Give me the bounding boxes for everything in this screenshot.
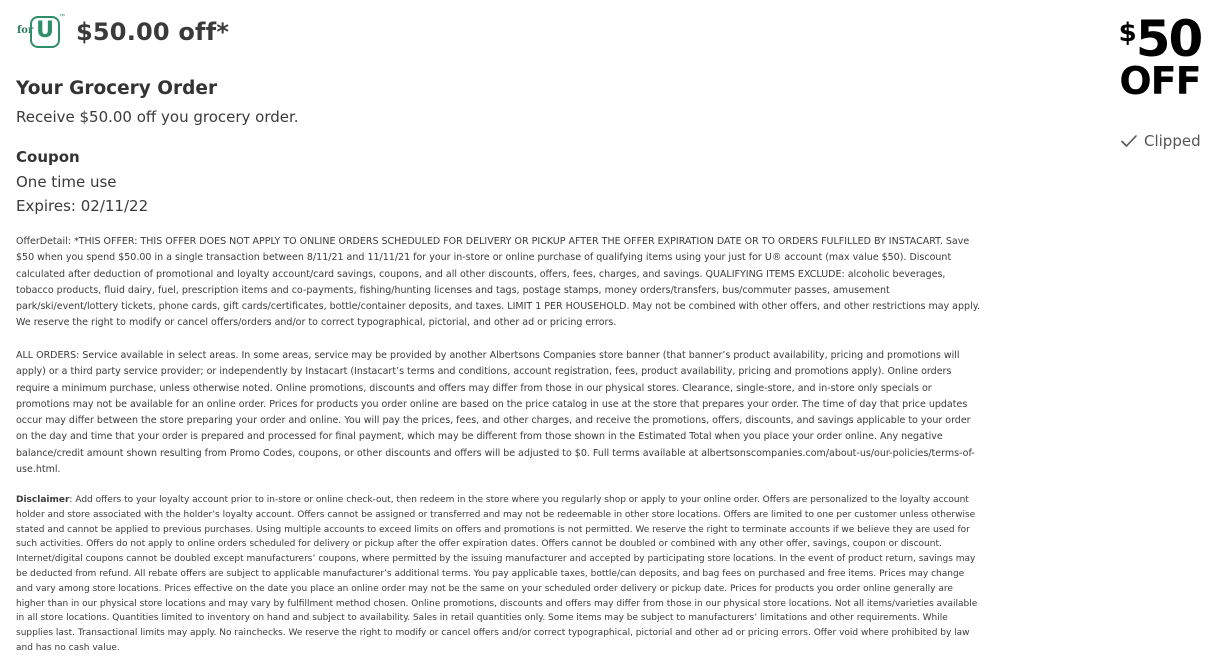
- offer-subtitle: Receive $50.00 off you grocery order.: [16, 108, 299, 126]
- badge-off-text: OFF: [1119, 59, 1201, 103]
- coupon-label: Coupon: [16, 148, 80, 166]
- offer-amount: $50.00 off*: [76, 18, 230, 46]
- logo-trademark: ™: [59, 14, 65, 20]
- for-u-logo: [17, 14, 65, 50]
- badge-dollar-sign: $: [1118, 18, 1135, 48]
- disclaimer-body: : Add offers to your loyalty account prior to in-store or online check-out, then redeem in the store where you regularly shop or apply to your online order. Offers are personalized to the loyalty account holder and store associated with the holder’s loyalty account. Offers cannot be assigned or transferred and may not be redeemable in other store locations. Offers are limited to one per customer unless otherwise stated and cannot be applied to previous purchases. Using multiple accounts to exceed limits on offers and promotions is not permitted. We reserve the right to terminate accounts if we believe they are used for such activities. Offers do not apply to online orders scheduled for delivery or pickup after the offer expiration dates. Offers cannot be doubled or combined with any other offer, savings, coupon or discount. Internet/digital coupons cannot be doubled except manufacturers’ coupons, where permitted by the issuing manufacturer and accepted by participating store locations. In the event of product return, savings may be deducted from refund. All rebate offers are subject to applicable manufacturer’s additional terms. You pay applicable taxes, bottle/can deposits, and bag fees on purchased and free items. Prices may change and vary among store locations. Prices effective on the date you place an online order may not be the same on your scheduled order delivery or pickup date. Prices for products you order online generally are higher than in our physical store locations and may vary by fulfillment method chosen. Online promotions, discounts and offers may differ from those in our physical store locations. Not all items/varieties available in all store locations. Quantities limited to inventory on hand and subject to availability. Sales in retail quantities only. Some items may be subject to manufacturers’ limitations and other requirements. While supplies last. Transactional limits may apply. No rainchecks. We reserve the right to modify or cancel offers and/or correct typographical, pictorial and other ad or pricing errors. Offer void where prohibited by law and has no cash value.: [16, 495, 978, 653]
- offer-header: [17, 13, 229, 51]
- offer-detail-text: OfferDetail: *THIS OFFER: THIS OFFER DOES NOT APPLY TO ONLINE ORDERS SCHEDULED FOR DELIVERY OR PICKUP AFTER THE OFFER EXPIRATION DATE OR TO ORDERS FULFILLED BY INSTACART. Save $50 when you spend $50.00 in a single transaction between 8/11/21 and 11/11/21 for your in-store or online purchase of qualifying items using your just for U® account (max value $50). Discount calculated after deduction of promotional and loyalty account/card savings, coupons, and all other discounts, offers, fees, charges, and savings. QUALIFYING ITEMS EXCLUDE: alcoholic beverages, tobacco products, fluid dairy, fuel, prescription items and co-payments, fishing/hunting licenses and tags, postage stamps, money orders/transfers, bus/commuter passes, amusement park/ski/event/lottery tickets, phone cards, gift cards/certificates, bottle/container deposits, and taxes. LIMIT 1 PER HOUSEHOLD. May not be combined with other offers, and other restrictions may apply. We reserve the right to modify or cancel offers/orders and/or to correct typographical, pictorial, and other ad or pricing errors.: [16, 236, 980, 329]
- disclaimer-text: [16, 493, 980, 656]
- logo-for-text: for: [17, 25, 34, 36]
- coupon-expiration: Expires: 02/11/22: [16, 197, 149, 215]
- badge-amount: 50: [1135, 10, 1202, 68]
- offer-title: Your Grocery Order: [16, 78, 218, 99]
- coupon-usage: One time use: [16, 173, 117, 191]
- all-orders-text: ALL ORDERS: Service available in select areas. In some areas, service may be provided by another Albertsons Companies store banner (that banner’s product availability, pricing and promotions will apply) or a third party service provider; or independently by Instacart (Instacart’s terms and conditions, account registration, fees, product availability, pricing and promotions apply). Online orders require a minimum purchase, unless otherwise noted. Online promotions, discounts and offers may differ from those in our physical stores. Clearance, single-store, and in-store only specials or promotions may not be available for an online order. Prices for products you order online are based on the price catalog in use at the store that prepares your order. The time of day that price updates occur may differ between the store preparing your order and online. You will pay the prices, fees, and other charges, and receive the promotions, offers, discounts, and savings applicable to your order on the day and time that your order is prepared and processed for final payment, which may be different from those shown in the Estimated Total when you place your order online. Any negative balance/credit amount shown resulting from Promo Codes, coupons, or other discounts and offers will be adjusted to $0. Full terms available at albertsonscompanies.com/about-us/our-policies/terms-of-use.html.: [16, 350, 975, 476]
- badge-amount-row: [1112, 10, 1208, 68]
- logo-u-text: U: [36, 18, 54, 43]
- disclaimer-label: Disclaimer: [16, 495, 70, 505]
- logo-u-box: [30, 16, 60, 48]
- discount-badge: [1112, 10, 1208, 103]
- clipped-label: Clipped: [1144, 132, 1201, 150]
- clipped-status[interactable]: [1120, 132, 1201, 150]
- check-icon: [1120, 132, 1138, 150]
